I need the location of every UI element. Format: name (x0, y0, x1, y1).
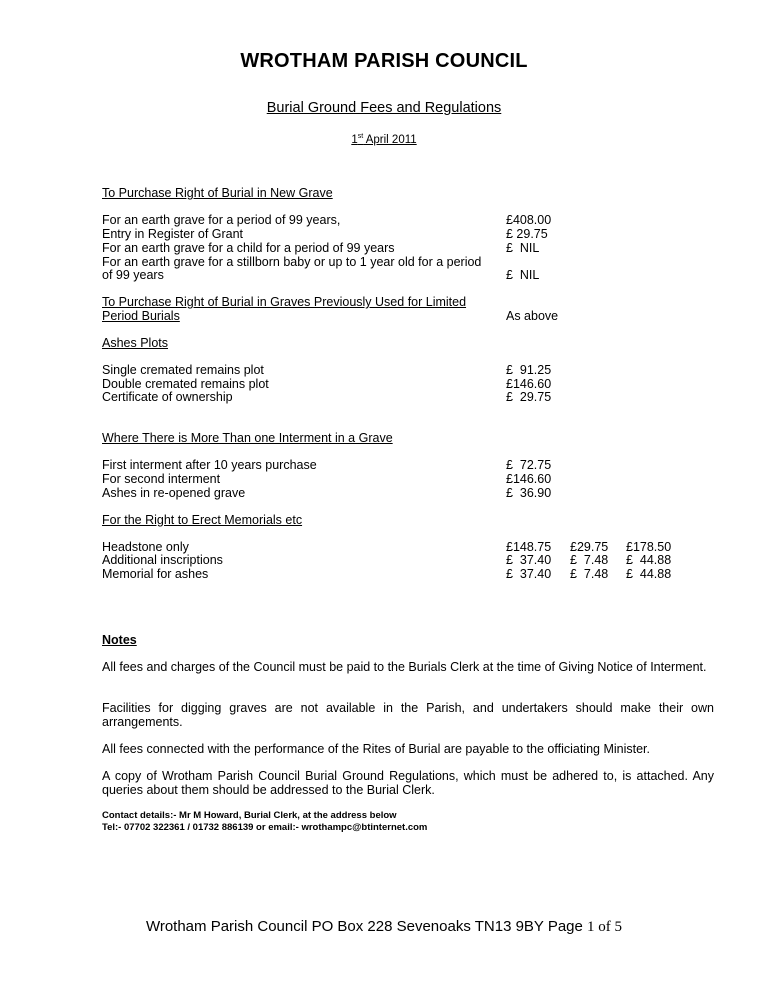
council-title: WROTHAM PARISH COUNCIL (240, 50, 528, 72)
fee-label: First interment after 10 years purchase (102, 458, 317, 472)
date-day: 1 (351, 134, 358, 146)
fee-label: For second interment (102, 472, 221, 486)
fee-label: Double cremated remains plot (102, 377, 269, 391)
fee-amount-total: £178.50 (626, 540, 672, 554)
fee-label: Headstone only (102, 540, 189, 554)
fee-amount-total: £ 44.88 (626, 567, 672, 581)
fee-label: For an earth grave for a stillborn baby or up to 1 year old for a period (102, 255, 482, 269)
fee-amount: £ 91.25 (506, 363, 552, 377)
contact-phone-email: Tel:- 07702 322361 / 01732 886139 or email:- wrothampc@btinternet.com (102, 822, 428, 833)
fee-amount: £146.60 (506, 377, 552, 391)
fee-amount-second: £ 7.48 (570, 553, 609, 567)
fee-amount: £148.75 (506, 540, 552, 554)
document-subtitle: Burial Ground Fees and Regulations (266, 100, 502, 116)
fee-label: For an earth grave for a child for a period of 99 years (102, 241, 395, 255)
fee-label: Entry in Register of Grant (102, 227, 244, 241)
section-heading-new-grave: To Purchase Right of Burial in New Grave (102, 186, 333, 200)
date-rest: April 2011 (363, 134, 417, 146)
section-heading-limited-continued: Period Burials (102, 309, 180, 323)
fee-label: Ashes in re-opened grave (102, 486, 246, 500)
fee-amount-second: £ 7.48 (570, 567, 609, 581)
fee-amount: £ 72.75 (506, 458, 552, 472)
fee-label: For an earth grave for a period of 99 years, (102, 213, 341, 227)
fee-amount: £ 36.90 (506, 486, 552, 500)
notes-paragraph: All fees and charges of the Council must be paid to the Burials Clerk at the time of Giving Notice of Interment. (102, 660, 707, 674)
fee-label: Single cremated remains plot (102, 363, 264, 377)
notes-paragraph: Facilities for digging graves are not available in the Parish, and undertakers should make their own arrangements. (102, 701, 714, 729)
section-heading-ashes: Ashes Plots (102, 336, 169, 350)
page-number: 1 of 5 (587, 919, 623, 935)
contact-details: Contact details:- Mr M Howard, Burial Clerk, at the address below (102, 810, 397, 821)
section-heading-memorials: For the Right to Erect Memorials etc (102, 513, 303, 527)
fee-label: Certificate of ownership (102, 390, 233, 404)
page-footer (0, 918, 768, 936)
fee-label: Memorial for ashes (102, 567, 209, 581)
fee-amount: £ NIL (506, 241, 540, 255)
fee-amount: £ NIL (506, 268, 540, 282)
section-heading-limited: To Purchase Right of Burial in Graves Previously Used for Limited (102, 295, 467, 309)
fee-amount: £ 29.75 (506, 390, 552, 404)
fee-amount: £ 37.40 (506, 553, 552, 567)
fee-amount: £ 37.40 (506, 567, 552, 581)
fee-amount-total: £ 44.88 (626, 553, 672, 567)
footer-address: Wrotham Parish Council PO Box 228 Sevenoaks TN13 9BY Page (145, 918, 583, 935)
fee-amount: As above (506, 309, 559, 323)
fee-amount: £ 29.75 (506, 227, 548, 241)
fee-amount: £146.60 (506, 472, 552, 486)
notes-paragraph: All fees connected with the performance of the Rites of Burial are payable to the officiating Minister. (102, 742, 650, 756)
notes-paragraph: A copy of Wrotham Parish Council Burial Ground Regulations, which must be adhered to, is attached. Any queries about them should be addressed to the Burial Clerk. (102, 769, 714, 797)
fee-label-continued: of 99 years (102, 268, 164, 282)
fee-amount: £408.00 (506, 213, 552, 227)
notes-heading: Notes (102, 633, 137, 647)
section-heading-interment: Where There is More Than one Interment in a Grave (102, 431, 393, 445)
fee-amount-second: £29.75 (570, 540, 609, 554)
fee-label: Additional inscriptions (102, 553, 223, 567)
effective-date (0, 134, 768, 146)
date-suffix: st (357, 133, 364, 141)
